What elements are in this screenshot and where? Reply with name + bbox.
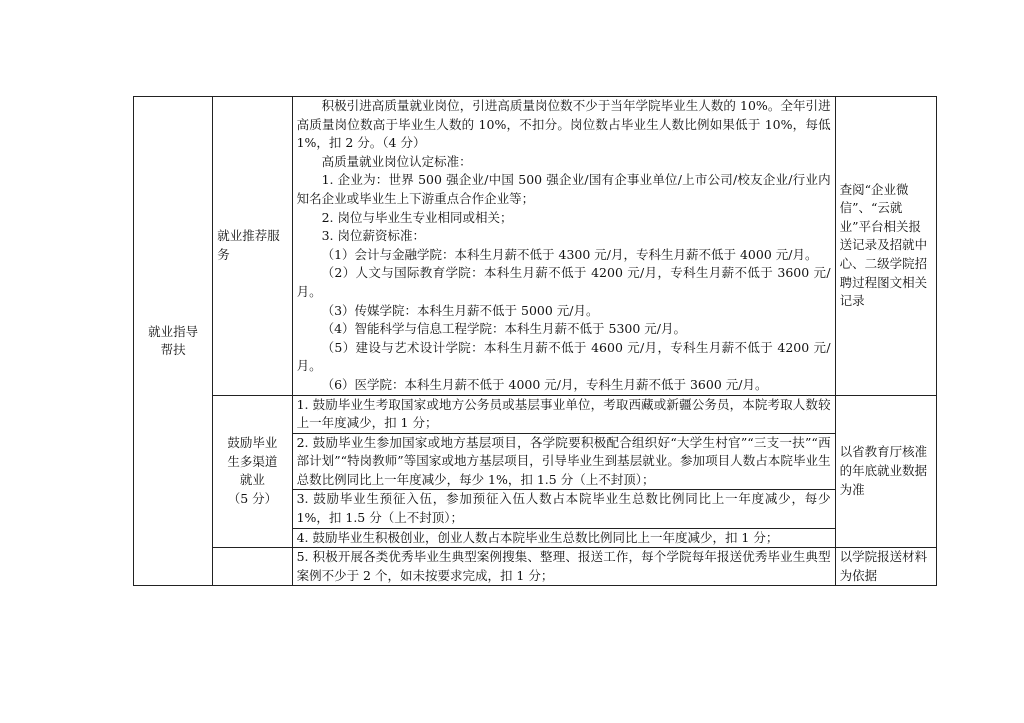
item-text: 3. 鼓励毕业生预征入伍，参加预征入伍人数占本院毕业生总数比例同比上一年度减少，每少 1%，扣 1.5 分（上不封顶）； [296, 491, 831, 526]
item-text: 5. 积极开展各类优秀毕业生典型案例搜集、整理、报送工作，每个学院每年报送优秀毕业生典型案例不少于 2 个，如未按要求完成，扣 1 分； [296, 549, 831, 583]
section-name-line: （5 分） [227, 490, 278, 506]
content-paragraph: 1. 企业为：世界 500 强企业/中国 500 强企业/国有企事业单位/上市公司/校友企业/行业内知名企业或毕业生上下游重点合作企业等； [296, 172, 831, 206]
item-text: 2. 鼓励毕业生参加国家或地方基层项目，各学院要积极配合组织好“大学生村官”“三支一扶”“西部计划”“特岗教师”等国家或地方基层项目，引导毕业生到基层就业。参加项目人数占本院毕业生总数比例同比上一年度减少，每少 1%，扣 1.5 分（上不封顶）； [296, 434, 831, 487]
salary-item: （2）人文与国际教育学院：本科生月薪不低于 4200 元/月，专科生月薪不低于 3600 元/月。 [296, 265, 831, 299]
item-text: 4. 鼓励毕业生积极创业，创业人数占本院毕业生总数比例同比上一年度减少，扣 1 分； [296, 529, 779, 545]
salary-item: （5）建设与艺术设计学院：本科生月薪不低于 4600 元/月，专科生月薪不低于 4200 元/月。 [296, 339, 831, 374]
table-row [134, 97, 937, 396]
content-paragraph: 高质量就业岗位认定标准： [321, 153, 472, 169]
basis-text: 以学院报送材料为依据 [839, 549, 928, 583]
item-cell [292, 548, 835, 586]
empty-cell [213, 548, 292, 586]
salary-item: （4）智能科学与信息工程学院：本科生月薪不低于 5300 元/月。 [321, 321, 686, 337]
section-name-cell [213, 395, 292, 548]
item-text: 1. 鼓励毕业生考取国家或地方公务员或基层事业单位，考取西藏或新疆公务员，本院考取人数较上一年度减少，扣 1 分； [296, 396, 831, 431]
category-cell [134, 97, 213, 586]
item-cell [292, 490, 835, 528]
basis-cell [835, 395, 936, 548]
basis-text: 查阅“企业微信”、“云就业”平台相关报送记录及招就中心、二级学院招聘过程图文相关记录 [839, 181, 928, 309]
salary-item: （1）会计与金融学院：本科生月薪不低于 4300 元/月，专科生月薪不低于 4000 元/月。 [321, 246, 818, 262]
basis-text: 以省教育厅核准的年底就业数据为准 [839, 444, 928, 497]
category-label: 就业指导帮扶 [148, 323, 199, 358]
basis-cell [835, 97, 936, 396]
evaluation-table [133, 96, 937, 586]
item-cell [292, 528, 835, 548]
table-row [134, 395, 937, 433]
salary-item: （6）医学院：本科生月薪不低于 4000 元/月，专科生月薪不低于 3600 元/月。 [321, 376, 768, 392]
content-paragraph: 积极引进高质量就业岗位，引进高质量岗位数不少于当年学院毕业生人数的 10%。全年引进高质量岗位数高于毕业生人数的 10%，不扣分。岗位数占毕业生人数比例如果低于 10%，每低 1%，扣 2 分。（4 分） [296, 98, 831, 151]
basis-cell [835, 548, 936, 586]
section-name-cell [213, 97, 292, 396]
item-cell [292, 433, 835, 490]
salary-item: （3）传媒学院：本科生月薪不低于 5000 元/月。 [321, 302, 599, 318]
table-row [134, 548, 937, 586]
section-name: 就业推荐服务 [217, 228, 280, 262]
section-content-cell [292, 97, 835, 396]
section-name-line: 鼓励毕业 [227, 435, 278, 451]
content-paragraph: 3. 岗位薪资标准： [321, 228, 425, 244]
section-name-line: 生多渠道 [227, 453, 278, 469]
content-paragraph: 2. 岗位与毕业生专业相同或相关； [321, 209, 513, 225]
section-name-line: 就业 [239, 472, 265, 488]
item-cell [292, 395, 835, 433]
